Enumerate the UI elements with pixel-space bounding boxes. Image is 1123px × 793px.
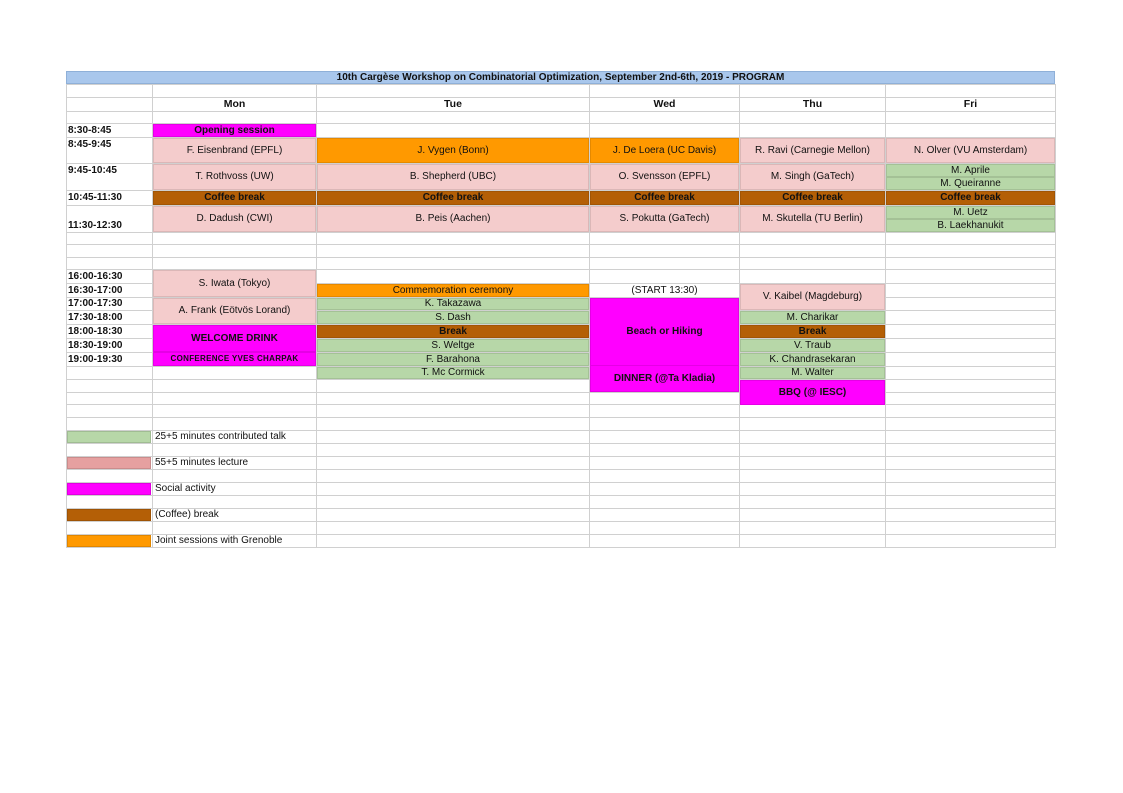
grid-line: [66, 379, 1056, 380]
time-label: 18:00-18:30: [68, 326, 123, 337]
time-label: 17:00-17:30: [68, 298, 123, 309]
wed-dinner: DINNER (@Ta Kladia): [590, 366, 739, 392]
mon-lecture-rothvoss: T. Rothvoss (UW): [153, 164, 316, 190]
grid-line: [66, 404, 1056, 405]
mon-lecture-iwata: S. Iwata (Tokyo): [153, 270, 316, 297]
thu-talk-charikar: M. Charikar: [740, 311, 885, 324]
day-header-tue: Tue: [444, 98, 462, 110]
tue-talk-mccormick: T. Mc Cormick: [317, 367, 589, 379]
thu-coffee-break: Coffee break: [740, 191, 885, 205]
time-label: 16:30-17:00: [68, 285, 123, 296]
time-label: 17:30-18:00: [68, 312, 123, 323]
legend-label-break: (Coffee) break: [155, 509, 219, 520]
mon-opening-session: Opening session: [153, 124, 316, 137]
legend-swatch-break: [67, 509, 151, 521]
wed-lecture-svensson: O. Svensson (EPFL): [590, 164, 739, 190]
tue-commemoration-ceremony: Commemoration ceremony: [317, 284, 589, 297]
time-label: 8:30-8:45: [68, 125, 112, 136]
grid-line: [66, 111, 1056, 112]
tue-talk-weltge: S. Weltge: [317, 339, 589, 352]
grid-line: [66, 521, 1056, 522]
tue-coffee-break: Coffee break: [317, 191, 589, 205]
fri-talk-laekhanukit: B. Laekhanukit: [886, 219, 1055, 232]
grid-line: [66, 417, 1056, 418]
grid-line: [66, 84, 1056, 85]
grid-line: [66, 495, 1056, 496]
time-label: 18:30-19:00: [68, 340, 123, 351]
legend-label-joint: Joint sessions with Grenoble: [155, 535, 283, 546]
grid-line: [66, 257, 1056, 258]
mon-lecture-frank: A. Frank (Eötvös Lorand): [153, 298, 316, 324]
program-title: 10th Cargèse Workshop on Combinatorial Optimization, September 2nd-6th, 2019 - PROGRAM: [66, 71, 1055, 84]
thu-talk-walter: M. Walter: [740, 367, 885, 379]
time-label: 19:00-19:30: [68, 354, 123, 365]
tue-talk-takazawa: K. Takazawa: [317, 298, 589, 310]
grid-line: [66, 469, 1056, 470]
tue-talk-dash: S. Dash: [317, 311, 589, 324]
grid-line: [66, 244, 1056, 245]
grid-line: [66, 232, 1056, 233]
grid-line: [66, 84, 67, 548]
thu-talk-traub: V. Traub: [740, 339, 885, 352]
thu-lecture-skutella: M. Skutella (TU Berlin): [740, 206, 885, 232]
wed-start-note: (START 13:30): [590, 284, 739, 297]
thu-talk-chandrasekaran: K. Chandrasekaran: [740, 353, 885, 366]
fri-talk-queiranne: M. Queiranne: [886, 177, 1055, 190]
tue-lecture-shepherd: B. Shepherd (UBC): [317, 164, 589, 190]
thu-bbq: BBQ (@ IESC): [740, 380, 885, 405]
thu-lecture-ravi: R. Ravi (Carnegie Mellon): [740, 138, 885, 163]
mon-welcome-drink: WELCOME DRINK: [153, 325, 316, 352]
legend-swatch-lecture: [67, 457, 151, 469]
thu-lecture-singh: M. Singh (GaTech): [740, 164, 885, 190]
day-header-fri: Fri: [963, 98, 978, 110]
tue-lecture-peis: B. Peis (Aachen): [317, 206, 589, 232]
fri-talk-aprile: M. Aprile: [886, 164, 1055, 177]
legend-label-contributed: 25+5 minutes contributed talk: [155, 431, 286, 442]
time-label: 9:45-10:45: [68, 165, 117, 176]
fri-talk-uetz: M. Uetz: [886, 206, 1055, 219]
mon-lecture-eisenbrand: F. Eisenbrand (EPFL): [153, 138, 316, 163]
tue-talk-barahona: F. Barahona: [317, 353, 589, 366]
grid-line: [66, 547, 1056, 548]
fri-coffee-break: Coffee break: [886, 191, 1055, 205]
grid-line: [66, 443, 1056, 444]
time-label: 16:00-16:30: [68, 271, 123, 282]
legend-swatch-contributed: [67, 431, 151, 443]
time-label: 11:30-12:30: [68, 220, 122, 231]
mon-lecture-dadush: D. Dadush (CWI): [153, 206, 316, 232]
wed-lecture-pokutta: S. Pokutta (GaTech): [590, 206, 739, 232]
legend-swatch-joint: [67, 535, 151, 547]
time-label: 8:45-9:45: [68, 139, 112, 150]
grid-line: [66, 392, 1056, 393]
wed-lecture-deloera: J. De Loera (UC Davis): [590, 138, 739, 163]
grid-line: [1055, 84, 1056, 548]
day-header-mon: Mon: [223, 98, 246, 110]
wed-coffee-break: Coffee break: [590, 191, 739, 205]
tue-lecture-vygen: J. Vygen (Bonn): [317, 138, 589, 163]
day-header-wed: Wed: [653, 98, 676, 110]
legend-swatch-social: [67, 483, 151, 495]
tue-break: Break: [317, 325, 589, 338]
legend-label-lecture: 55+5 minutes lecture: [155, 457, 249, 468]
mon-coffee-break: Coffee break: [153, 191, 316, 205]
thu-break: Break: [740, 325, 885, 338]
mon-conference-charpak: CONFERENCE YVES CHARPAK: [153, 352, 316, 366]
grid-line: [66, 97, 1056, 98]
time-label: 10:45-11:30: [68, 192, 122, 203]
thu-lecture-kaibel: V. Kaibel (Magdeburg): [740, 284, 885, 310]
wed-beach-or-hiking: Beach or Hiking: [590, 298, 739, 366]
day-header-thu: Thu: [802, 98, 823, 110]
legend-label-social: Social activity: [155, 483, 216, 494]
fri-lecture-olver: N. Olver (VU Amsterdam): [886, 138, 1055, 163]
